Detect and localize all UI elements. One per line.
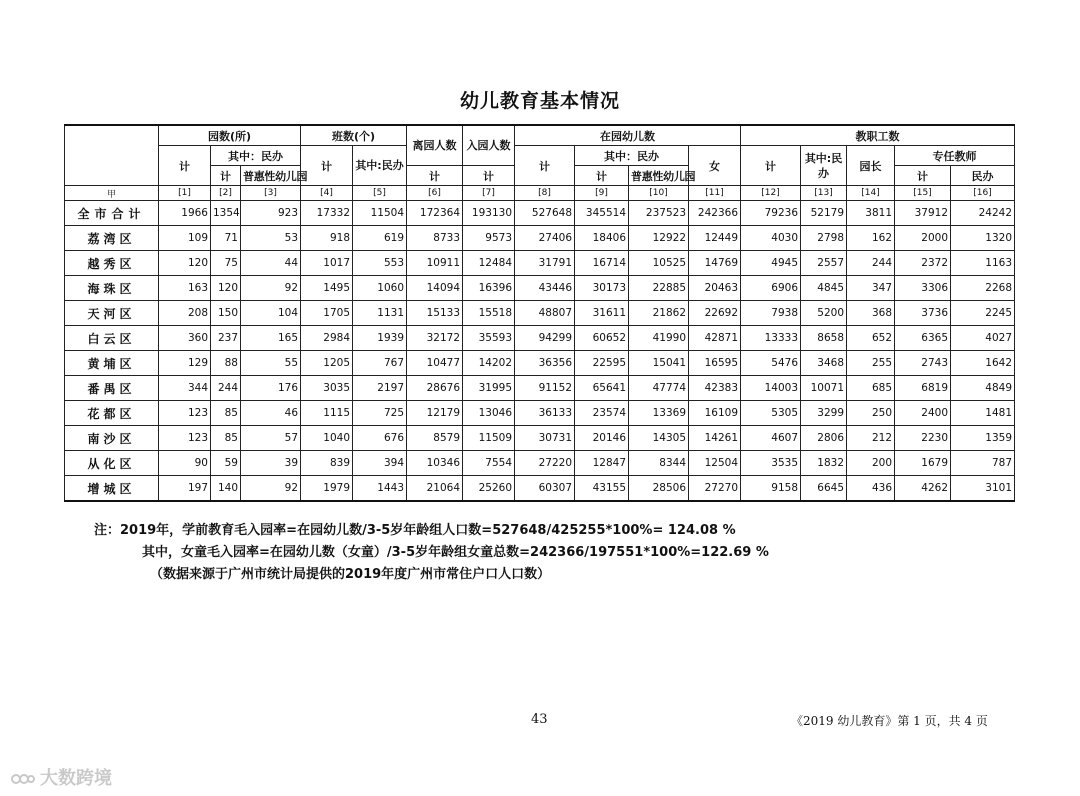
table-cell: 2557 — [801, 251, 847, 276]
table-cell: 28676 — [407, 376, 463, 401]
table-cell: 7938 — [741, 301, 801, 326]
table-cell: 553 — [353, 251, 407, 276]
table-cell: 250 — [847, 401, 895, 426]
index-cell: [15] — [895, 186, 951, 201]
table-cell: 12504 — [689, 451, 741, 476]
table-cell: 394 — [353, 451, 407, 476]
table-cell: 10911 — [407, 251, 463, 276]
table-cell: 12922 — [629, 226, 689, 251]
index-cell: [10] — [629, 186, 689, 201]
table-cell: 1979 — [301, 476, 353, 502]
table-cell: 8658 — [801, 326, 847, 351]
table-cell: 31611 — [575, 301, 629, 326]
table-cell: 6645 — [801, 476, 847, 502]
table-row — [65, 301, 1015, 326]
row-name: 天河区 — [65, 301, 159, 326]
table-cell: 2230 — [895, 426, 951, 451]
page-number: 43 — [531, 712, 548, 727]
row-name: 白云区 — [65, 326, 159, 351]
table-cell: 123 — [159, 401, 211, 426]
table-cell: 46 — [241, 401, 301, 426]
table-cell: 60307 — [515, 476, 575, 502]
table-cell: 368 — [847, 301, 895, 326]
table-cell: 255 — [847, 351, 895, 376]
table-row — [65, 476, 1015, 502]
table-cell: 21064 — [407, 476, 463, 502]
table-cell: 3306 — [895, 276, 951, 301]
table-cell: 39 — [241, 451, 301, 476]
row-name: 番禺区 — [65, 376, 159, 401]
table-cell: 13333 — [741, 326, 801, 351]
index-cell: [3] — [241, 186, 301, 201]
table-cell: 10525 — [629, 251, 689, 276]
table-cell: 1705 — [301, 301, 353, 326]
header-yuan-ji: 计 — [159, 146, 211, 186]
table-cell: 20463 — [689, 276, 741, 301]
header-ban-ji: 计 — [301, 146, 353, 186]
table-cell: 30731 — [515, 426, 575, 451]
header-li-yuan: 离园人数 — [407, 125, 463, 166]
table-cell: 345514 — [575, 201, 629, 226]
table-cell: 18406 — [575, 226, 629, 251]
table-row — [65, 201, 1015, 226]
table-cell: 44 — [241, 251, 301, 276]
table-cell: 94299 — [515, 326, 575, 351]
table-cell: 676 — [353, 426, 407, 451]
table-cell: 123 — [159, 426, 211, 451]
header-li-ji: 计 — [407, 166, 463, 186]
table-cell: 3299 — [801, 401, 847, 426]
table-cell: 9158 — [741, 476, 801, 502]
table-cell: 16396 — [463, 276, 515, 301]
table-cell: 918 — [301, 226, 353, 251]
header-row-1 — [65, 125, 1015, 146]
table-cell: 162 — [847, 226, 895, 251]
row-name: 增城区 — [65, 476, 159, 502]
table-cell: 104 — [241, 301, 301, 326]
table-cell: 43155 — [575, 476, 629, 502]
table-cell: 4030 — [741, 226, 801, 251]
table-cell: 4945 — [741, 251, 801, 276]
row-name: 海珠区 — [65, 276, 159, 301]
table-cell: 22595 — [575, 351, 629, 376]
table-cell: 60652 — [575, 326, 629, 351]
header-yuan-shu: 园数(所) — [159, 125, 301, 146]
table-cell: 11504 — [353, 201, 407, 226]
table-cell: 14769 — [689, 251, 741, 276]
table-cell: 79236 — [741, 201, 801, 226]
table-cell: 4849 — [951, 376, 1015, 401]
table-cell: 242366 — [689, 201, 741, 226]
table-cell: 6906 — [741, 276, 801, 301]
table-cell: 4027 — [951, 326, 1015, 351]
table-cell: 47774 — [629, 376, 689, 401]
table-cell: 2743 — [895, 351, 951, 376]
table-cell: 14202 — [463, 351, 515, 376]
watermark-text: 大数跨境 — [40, 768, 112, 789]
header-zr-ji: 计 — [895, 166, 951, 186]
table-cell: 129 — [159, 351, 211, 376]
header-yuan-minban: 其中：民办 — [211, 146, 301, 166]
table-row — [65, 426, 1015, 451]
table-cell: 2372 — [895, 251, 951, 276]
table-cell: 165 — [241, 326, 301, 351]
table-cell: 14261 — [689, 426, 741, 451]
table-cell: 6819 — [895, 376, 951, 401]
note-line-1: 注：2019年，学前教育毛入园率=在园幼儿数/3-5岁年龄组人口数=527648/425255*100%= 124.08 % — [94, 523, 736, 538]
table-cell: 4607 — [741, 426, 801, 451]
table-cell: 212 — [847, 426, 895, 451]
header-row-2 — [65, 146, 1015, 166]
table-cell: 3468 — [801, 351, 847, 376]
header-ban-shu: 班数(个) — [301, 125, 407, 146]
table-cell: 31791 — [515, 251, 575, 276]
table-cell: 2245 — [951, 301, 1015, 326]
header-yuan-minban-ji: 计 — [211, 166, 241, 186]
row-name: 黄埔区 — [65, 351, 159, 376]
table-cell: 32172 — [407, 326, 463, 351]
table-cell: 14305 — [629, 426, 689, 451]
table-cell: 57 — [241, 426, 301, 451]
header-jz-ji: 计 — [741, 146, 801, 186]
header-zai-minban: 其中：民办 — [575, 146, 689, 166]
page-footer: 《2019 幼儿教育》第 1 页，共 4 页 — [791, 714, 988, 728]
header-zai-puhui: 普惠性幼儿园 — [629, 166, 689, 186]
table-cell: 344 — [159, 376, 211, 401]
table-row — [65, 351, 1015, 376]
table-cell: 767 — [353, 351, 407, 376]
table-cell: 28506 — [629, 476, 689, 502]
table-row — [65, 326, 1015, 351]
header-zhuanren: 专任教师 — [895, 146, 1015, 166]
table-cell: 1966 — [159, 201, 211, 226]
row-name: 全市合计 — [65, 201, 159, 226]
table-cell: 1359 — [951, 426, 1015, 451]
table-cell: 71 — [211, 226, 241, 251]
table-cell: 53 — [241, 226, 301, 251]
row-name: 从化区 — [65, 451, 159, 476]
table-cell: 1163 — [951, 251, 1015, 276]
table-cell: 923 — [241, 201, 301, 226]
header-zai-ji: 计 — [515, 146, 575, 186]
table-cell: 140 — [211, 476, 241, 502]
table-row — [65, 376, 1015, 401]
table-cell: 120 — [211, 276, 241, 301]
table-cell: 3035 — [301, 376, 353, 401]
table-cell: 237 — [211, 326, 241, 351]
table-cell: 1642 — [951, 351, 1015, 376]
index-cell: [7] — [463, 186, 515, 201]
table-cell: 8579 — [407, 426, 463, 451]
table-cell: 3736 — [895, 301, 951, 326]
table-cell: 2984 — [301, 326, 353, 351]
header-yuan-puhui: 普惠性幼儿园 — [241, 166, 301, 186]
table-cell: 208 — [159, 301, 211, 326]
table-cell: 16109 — [689, 401, 741, 426]
table-cell: 1832 — [801, 451, 847, 476]
header-zai-nv: 女 — [689, 146, 741, 186]
table-cell: 12847 — [575, 451, 629, 476]
table-cell: 5200 — [801, 301, 847, 326]
table-cell: 360 — [159, 326, 211, 351]
table-cell: 197 — [159, 476, 211, 502]
table-row — [65, 276, 1015, 301]
table-cell: 35593 — [463, 326, 515, 351]
table-cell: 2400 — [895, 401, 951, 426]
table-cell: 43446 — [515, 276, 575, 301]
table-cell: 1115 — [301, 401, 353, 426]
index-cell: [14] — [847, 186, 895, 201]
table-cell: 1040 — [301, 426, 353, 451]
table-cell: 436 — [847, 476, 895, 502]
header-yuanzhang: 园长 — [847, 146, 895, 186]
index-cell: [2] — [211, 186, 241, 201]
table-cell: 237523 — [629, 201, 689, 226]
table-cell: 30173 — [575, 276, 629, 301]
table-cell: 75 — [211, 251, 241, 276]
table-cell: 10477 — [407, 351, 463, 376]
table-cell: 23574 — [575, 401, 629, 426]
table-cell: 48807 — [515, 301, 575, 326]
table-cell: 85 — [211, 426, 241, 451]
table-cell: 527648 — [515, 201, 575, 226]
index-cell: [4] — [301, 186, 353, 201]
row-name: 南沙区 — [65, 426, 159, 451]
table-cell: 2798 — [801, 226, 847, 251]
table-cell: 16595 — [689, 351, 741, 376]
table-cell: 21862 — [629, 301, 689, 326]
table-cell: 7554 — [463, 451, 515, 476]
table-cell: 2806 — [801, 426, 847, 451]
table-cell: 22885 — [629, 276, 689, 301]
table-cell: 92 — [241, 276, 301, 301]
table-cell: 652 — [847, 326, 895, 351]
index-cell: [1] — [159, 186, 211, 201]
table-cell: 1939 — [353, 326, 407, 351]
table-cell: 619 — [353, 226, 407, 251]
table-cell: 1443 — [353, 476, 407, 502]
index-row — [65, 186, 1015, 201]
table-cell: 4845 — [801, 276, 847, 301]
table-cell: 3535 — [741, 451, 801, 476]
header-zai-minban-ji: 计 — [575, 166, 629, 186]
table-cell: 2000 — [895, 226, 951, 251]
table-cell: 685 — [847, 376, 895, 401]
table-cell: 8733 — [407, 226, 463, 251]
table-cell: 27220 — [515, 451, 575, 476]
table-cell: 14003 — [741, 376, 801, 401]
table-cell: 200 — [847, 451, 895, 476]
header-corner — [65, 125, 159, 186]
table-cell: 14094 — [407, 276, 463, 301]
table-cell: 1679 — [895, 451, 951, 476]
table-cell: 41990 — [629, 326, 689, 351]
table-cell: 163 — [159, 276, 211, 301]
table-row — [65, 401, 1015, 426]
table-cell: 85 — [211, 401, 241, 426]
table-cell: 42383 — [689, 376, 741, 401]
table-cell: 36356 — [515, 351, 575, 376]
index-cell: [6] — [407, 186, 463, 201]
table-cell: 88 — [211, 351, 241, 376]
table-cell: 55 — [241, 351, 301, 376]
header-ban-minban: 其中:民办 — [353, 146, 407, 186]
index-cell: [8] — [515, 186, 575, 201]
table-cell: 787 — [951, 451, 1015, 476]
table-cell: 37912 — [895, 201, 951, 226]
table-cell: 15041 — [629, 351, 689, 376]
table-cell: 193130 — [463, 201, 515, 226]
table-cell: 3811 — [847, 201, 895, 226]
table-cell: 59 — [211, 451, 241, 476]
table-cell: 20146 — [575, 426, 629, 451]
table-cell: 31995 — [463, 376, 515, 401]
table-cell: 4262 — [895, 476, 951, 502]
table-row — [65, 226, 1015, 251]
table-cell: 15518 — [463, 301, 515, 326]
header-zr-minban: 民办 — [951, 166, 1015, 186]
header-jiao-zhi: 教职工数 — [741, 125, 1015, 146]
table-cell: 1017 — [301, 251, 353, 276]
table-cell: 3101 — [951, 476, 1015, 502]
index-cell: [13] — [801, 186, 847, 201]
table-cell: 6365 — [895, 326, 951, 351]
table-cell: 1354 — [211, 201, 241, 226]
table-cell: 839 — [301, 451, 353, 476]
table-cell: 17332 — [301, 201, 353, 226]
table-cell: 725 — [353, 401, 407, 426]
table-cell: 9573 — [463, 226, 515, 251]
table-cell: 27270 — [689, 476, 741, 502]
notes — [94, 520, 769, 586]
table-cell: 2197 — [353, 376, 407, 401]
table-cell: 90 — [159, 451, 211, 476]
table-cell: 347 — [847, 276, 895, 301]
table-cell: 8344 — [629, 451, 689, 476]
table-cell: 172364 — [407, 201, 463, 226]
row-name: 花都区 — [65, 401, 159, 426]
table-cell: 12484 — [463, 251, 515, 276]
table-cell: 11509 — [463, 426, 515, 451]
table-cell: 1131 — [353, 301, 407, 326]
index-cell: [11] — [689, 186, 741, 201]
table-cell: 12179 — [407, 401, 463, 426]
note-line-3: （数据来源于广州市统计局提供的2019年度广州市常住户口人口数） — [150, 567, 551, 582]
header-ru-yuan: 入园人数 — [463, 125, 515, 166]
index-cell: 甲 — [65, 186, 159, 201]
table-cell: 176 — [241, 376, 301, 401]
table-cell: 24242 — [951, 201, 1015, 226]
table-cell: 13046 — [463, 401, 515, 426]
table-cell: 42871 — [689, 326, 741, 351]
watermark-logo-icon — [10, 770, 36, 788]
table-cell: 52179 — [801, 201, 847, 226]
table-cell: 5476 — [741, 351, 801, 376]
table-row — [65, 251, 1015, 276]
education-table — [64, 124, 1015, 502]
table-cell: 16714 — [575, 251, 629, 276]
header-ru-ji: 计 — [463, 166, 515, 186]
table-cell: 92 — [241, 476, 301, 502]
table-cell: 150 — [211, 301, 241, 326]
index-cell: [9] — [575, 186, 629, 201]
table-cell: 5305 — [741, 401, 801, 426]
note-line-2: 其中，女童毛入园率=在园幼儿数（女童）/3-5岁年龄组女童总数=242366/197551*100%=122.69 % — [142, 545, 769, 560]
table-cell: 1205 — [301, 351, 353, 376]
watermark — [10, 764, 112, 790]
table-cell: 1060 — [353, 276, 407, 301]
table-cell: 65641 — [575, 376, 629, 401]
index-cell: [5] — [353, 186, 407, 201]
header-zai-yuan: 在园幼儿数 — [515, 125, 741, 146]
table-cell: 244 — [847, 251, 895, 276]
table-cell: 2268 — [951, 276, 1015, 301]
row-name: 越秀区 — [65, 251, 159, 276]
table-cell: 91152 — [515, 376, 575, 401]
table-cell: 10346 — [407, 451, 463, 476]
index-cell: [12] — [741, 186, 801, 201]
table-cell: 1481 — [951, 401, 1015, 426]
table-cell: 109 — [159, 226, 211, 251]
index-cell: [16] — [951, 186, 1015, 201]
table-cell: 120 — [159, 251, 211, 276]
table-cell: 13369 — [629, 401, 689, 426]
table-cell: 1495 — [301, 276, 353, 301]
row-name: 荔湾区 — [65, 226, 159, 251]
table-cell: 22692 — [689, 301, 741, 326]
table-row — [65, 451, 1015, 476]
table-cell: 36133 — [515, 401, 575, 426]
table-cell: 15133 — [407, 301, 463, 326]
table-cell: 244 — [211, 376, 241, 401]
table-cell: 27406 — [515, 226, 575, 251]
table-cell: 25260 — [463, 476, 515, 502]
page-title: 幼儿教育基本情况 — [459, 90, 620, 112]
table-cell: 1320 — [951, 226, 1015, 251]
table-cell: 10071 — [801, 376, 847, 401]
header-jz-minban: 其中:民办 — [801, 146, 847, 186]
table-cell: 12449 — [689, 226, 741, 251]
